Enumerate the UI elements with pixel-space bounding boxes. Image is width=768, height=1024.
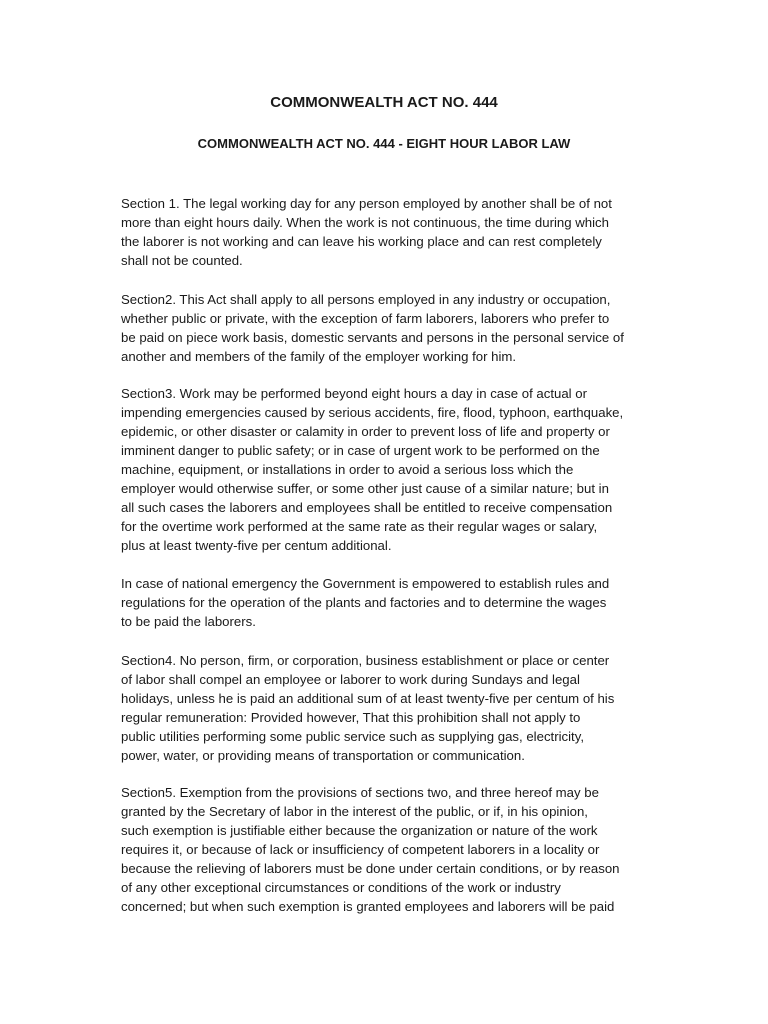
- paragraph-section-2: [121, 290, 661, 366]
- paragraph-section-4: [121, 651, 661, 765]
- paragraph-line: Section4. No person, firm, or corporation, business establishment or place or center: [121, 653, 610, 668]
- paragraph-line: such exemption is justifiable either because the organization or nature of the work: [121, 823, 598, 838]
- paragraph-line: concerned; but when such exemption is granted employees and laborers will be paid: [121, 899, 615, 914]
- paragraph-line: of labor shall compel an employee or laborer to work during Sundays and legal: [121, 672, 580, 687]
- paragraph-line: impending emergencies caused by serious accidents, fire, flood, typhoon, earthquake,: [121, 405, 624, 420]
- paragraph-section-1: [121, 194, 661, 270]
- paragraph-line: In case of national emergency the Government is empowered to establish rules and: [121, 576, 610, 591]
- paragraph-line: because the relieving of laborers must be done under certain conditions, or by reason: [121, 861, 620, 876]
- paragraph-line: machine, equipment, or installations in order to avoid a serious loss which the: [121, 462, 574, 477]
- paragraph-line: requires it, or because of lack or insufficiency of competent laborers in a locality or: [121, 842, 600, 857]
- paragraph-line: regulations for the operation of the plants and factories and to determine the wages: [121, 595, 607, 610]
- paragraph-line: plus at least twenty-five per centum additional.: [121, 538, 392, 553]
- paragraph-line: Section3. Work may be performed beyond eight hours a day in case of actual or: [121, 386, 587, 401]
- paragraph-national-emergency: [121, 574, 661, 631]
- paragraph-line: Section 1. The legal working day for any person employed by another shall be of not: [121, 196, 612, 211]
- paragraph-line: imminent danger to public safety; or in case of urgent work to be performed on the: [121, 443, 600, 458]
- paragraph-line: be paid on piece work basis, domestic servants and persons in the personal service of: [121, 330, 624, 345]
- paragraph-line: for the overtime work performed at the same rate as their regular wages or salary,: [121, 519, 598, 534]
- paragraph-line: the laborer is not working and can leave his working place and can rest completely: [121, 234, 602, 249]
- paragraph-line: to be paid the laborers.: [121, 614, 256, 629]
- paragraph-line: more than eight hours daily. When the work is not continuous, the time during which: [121, 215, 609, 230]
- paragraph-line: all such cases the laborers and employees shall be entitled to receive compensation: [121, 500, 613, 515]
- paragraph-line: Section5. Exemption from the provisions of sections two, and three hereof may be: [121, 785, 599, 800]
- paragraph-line: employer would otherwise suffer, or some other just cause of a similar nature; but in: [121, 481, 609, 496]
- document-subtitle: COMMONWEALTH ACT NO. 444 - EIGHT HOUR LABOR LAW: [197, 136, 571, 151]
- paragraph-line: of any other exceptional circumstances or conditions of the work or industry: [121, 880, 561, 895]
- paragraph-line: public utilities performing some public service such as supplying gas, electricity,: [121, 729, 584, 744]
- paragraph-line: power, water, or providing means of transportation or communication.: [121, 748, 525, 763]
- paragraph-line: epidemic, or other disaster or calamity in order to prevent loss of life and property or: [121, 424, 610, 439]
- paragraph-section-5: [121, 783, 661, 916]
- paragraph-line: whether public or private, with the exception of farm laborers, laborers who prefer to: [121, 311, 610, 326]
- paragraph-line: another and members of the family of the employer working for him.: [121, 349, 517, 364]
- document-title: COMMONWEALTH ACT NO. 444: [270, 94, 498, 111]
- paragraph-line: regular remuneration: Provided however, That this prohibition shall not apply to: [121, 710, 581, 725]
- paragraph-line: shall not be counted.: [121, 253, 243, 268]
- paragraph-section-3: [121, 384, 661, 555]
- paragraph-line: holidays, unless he is paid an additional sum of at least twenty-five per centum of his: [121, 691, 615, 706]
- paragraph-line: granted by the Secretary of labor in the interest of the public, or if, in his opinion,: [121, 804, 588, 819]
- paragraph-line: Section2. This Act shall apply to all persons employed in any industry or occupation,: [121, 292, 611, 307]
